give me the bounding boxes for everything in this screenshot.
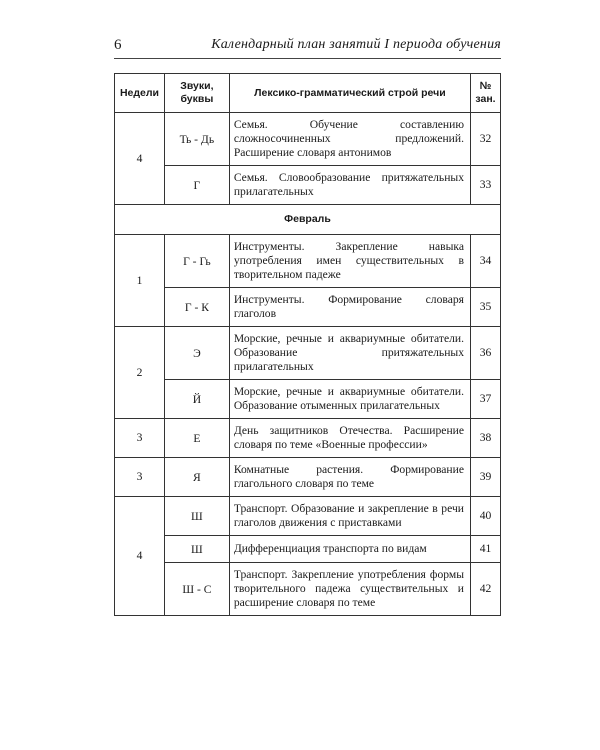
table-row — [115, 235, 501, 288]
lesson-number-cell: 38 — [471, 419, 501, 458]
column-header-sounds: Звуки, буквы — [164, 74, 229, 113]
topic-cell: Транспорт. Образование и закрепление в речи глаголов движения с приставками — [229, 497, 470, 536]
week-cell: 1 — [115, 235, 165, 327]
lesson-number-cell: 40 — [471, 497, 501, 536]
sound-cell: Ш — [164, 536, 229, 563]
table-row — [115, 458, 501, 497]
lesson-number-cell: 36 — [471, 327, 501, 380]
topic-cell: Семья. Обучение составлению сложносочиненных предложений. Расширение словаря антонимов — [229, 113, 470, 166]
page-number: 6 — [114, 37, 122, 53]
topic-cell: Комнатные растения. Формирование глагольного словаря по теме — [229, 458, 470, 497]
topic-cell: Семья. Словообразование притяжательных прилагательных — [229, 166, 470, 205]
lesson-plan-table — [114, 73, 501, 616]
sound-cell: Й — [164, 380, 229, 419]
sound-cell: Ш - С — [164, 563, 229, 616]
lesson-number-cell: 41 — [471, 536, 501, 563]
table-row — [115, 327, 501, 380]
topic-cell: Морские, речные и аквариумные обитатели. Образование отыменных прилагательных — [229, 380, 470, 419]
topic-cell: День защитников Отечества. Расширение словаря по теме «Военные профессии» — [229, 419, 470, 458]
topic-cell: Транспорт. Закрепление употребления формы творительного падежа существительных и расширение словаря по теме — [229, 563, 470, 616]
topic-cell: Инструменты. Закрепление навыка употребления имен существительных в творительном падеже — [229, 235, 470, 288]
table-row — [115, 288, 501, 327]
lesson-number-symbol: № — [479, 80, 492, 92]
topic-cell: Инструменты. Формирование словаря глаголов — [229, 288, 470, 327]
sound-cell: Ш — [164, 497, 229, 536]
week-cell: 3 — [115, 458, 165, 497]
table-row — [115, 380, 501, 419]
topic-cell: Дифференциация транспорта по видам — [229, 536, 470, 563]
table-row — [115, 113, 501, 166]
lesson-number-abbr: зан. — [475, 93, 496, 105]
lesson-number-cell: 34 — [471, 235, 501, 288]
column-header-lesson-number — [471, 74, 501, 113]
month-row — [115, 205, 501, 235]
sound-cell: Г - К — [164, 288, 229, 327]
table-row — [115, 166, 501, 205]
sound-cell: Г — [164, 166, 229, 205]
sound-cell: Э — [164, 327, 229, 380]
lesson-number-cell: 39 — [471, 458, 501, 497]
column-header-weeks: Недели — [115, 74, 165, 113]
lesson-number-cell: 32 — [471, 113, 501, 166]
sound-cell: Г - Гь — [164, 235, 229, 288]
column-header-topic: Лексико-грамматический строй речи — [229, 74, 470, 113]
week-cell: 4 — [115, 497, 165, 616]
table-header-row — [115, 74, 501, 113]
sound-cell: Ть - Дь — [164, 113, 229, 166]
lesson-number-cell: 37 — [471, 380, 501, 419]
running-title: Календарный план занятий I периода обучения — [211, 37, 501, 52]
week-cell: 2 — [115, 327, 165, 419]
week-cell: 3 — [115, 419, 165, 458]
table-row — [115, 497, 501, 536]
lesson-number-cell: 33 — [471, 166, 501, 205]
sound-cell: Я — [164, 458, 229, 497]
week-cell: 4 — [115, 113, 165, 205]
lesson-number-cell: 35 — [471, 288, 501, 327]
table-row — [115, 563, 501, 616]
topic-cell: Морские, речные и аквариумные обитатели. Образование притяжательных прилагательных — [229, 327, 470, 380]
table-row — [115, 419, 501, 458]
table-row — [115, 536, 501, 563]
sound-cell: Е — [164, 419, 229, 458]
page-header — [114, 36, 501, 59]
lesson-number-cell: 42 — [471, 563, 501, 616]
month-label: Февраль — [115, 205, 501, 235]
